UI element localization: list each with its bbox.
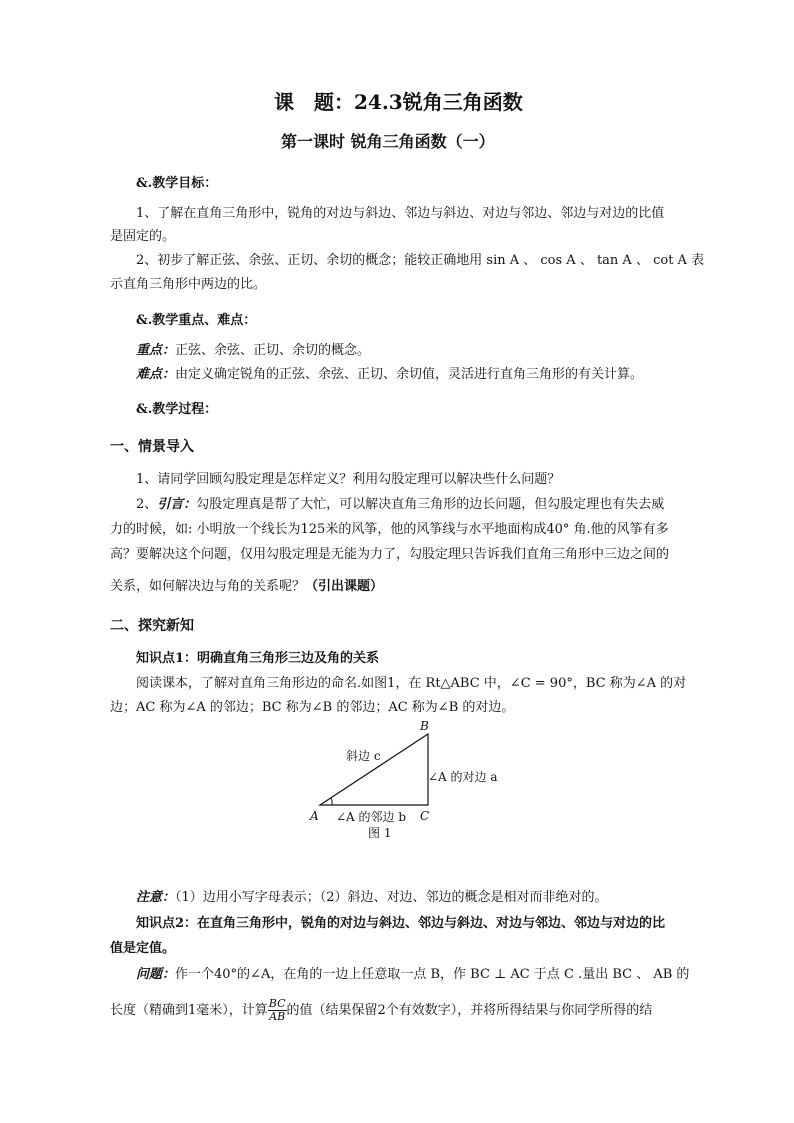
knowledge-point-1: 知识点1：明确直角三角形三边及角的关系: [136, 651, 380, 666]
focus-hard-text: 由定义确定锐角的正弦、余弦、正切、余切值，灵活进行直角三角形的有关计算。: [175, 367, 644, 382]
note-label: 注意：: [136, 890, 176, 905]
knowledge-point-2-line-a: 知识点2：在直角三角形中，锐角的对边与斜边、邻边与斜边、对边与邻边、邻边与对边的比: [136, 916, 666, 931]
vertex-c-label: C: [420, 809, 430, 823]
question-2-line-c: 高？要解决这个问题，仅用勾股定理是无能为力了，勾股定理只告诉我们直角三角形中三边之间的: [110, 547, 670, 562]
problem-text-b1: 长度（精确到1毫米），计算: [110, 1003, 268, 1018]
question-2-text-a: 勾股定理真是帮了大忙，可以解决直角三角形的边长问题，但勾股定理也有失去威: [196, 497, 665, 512]
goals-paragraph-1a: 1、了解在直角三角形中，锐角的对边与斜边、邻边与斜边、对边与邻边、邻边与对边的比值: [136, 206, 665, 221]
note-line: [136, 890, 608, 906]
focus-key-line: [136, 343, 370, 359]
goals-paragraph-2b: 示直角三角形中两边的比。: [110, 277, 267, 292]
focus-hard-line: [136, 367, 643, 383]
problem-text-b2: 的值（结果保留2个有效数字），并将所得结果与你同学所得的结: [286, 1003, 653, 1018]
goals-paragraph-1b: 是固定的。: [110, 229, 176, 244]
note-text: （1）边用小写字母表示；（2）斜边、对边、邻边的概念是相对而非绝对的。: [175, 890, 608, 905]
goals-paragraph-2a: 2、初步了解正弦、余弦、正切、余切的概念；能较正确地用 sin A 、 cos A 、 tan A 、 cot A 表: [136, 253, 705, 268]
question-1: 1、请同学回顾勾股定理是怎样定义？利用勾股定理可以解决些什么问题？: [136, 472, 561, 487]
focus-key-text: 正弦、余弦、正切、余切的概念。: [175, 343, 371, 358]
vertex-b-label: B: [420, 720, 429, 733]
adjacent-side-label: ∠A 的邻边 b: [336, 810, 407, 824]
angle-a-arc: [331, 798, 332, 805]
vertex-a-label: A: [310, 809, 319, 823]
goals-heading: &.教学目标：: [136, 176, 218, 191]
question-2-line-b: 力的时候，如: 小明放一个线长为125米的风筝，他的风筝线与水平地面构成40° 角.他的风筝有多: [110, 522, 669, 537]
knowledge-1-line-a: 阅读课本，了解对直角三角形边的命名.如图1，在 Rt△ABC 中，∠C = 90°，BC 称为∠A 的对: [136, 676, 687, 691]
page-title: 课 题：24.3锐角三角函数: [274, 90, 523, 114]
triangle-abc: [320, 734, 428, 805]
bc-over-ab-fraction: [268, 998, 287, 1023]
fraction-denominator: AB: [269, 1010, 286, 1023]
intro-label: 引言：: [157, 497, 197, 512]
figure-caption: 图 1: [368, 826, 392, 840]
fraction-numerator: BC: [268, 997, 286, 1010]
hypotenuse-label: 斜边 c: [346, 749, 381, 763]
problem-label: 问题：: [136, 967, 176, 982]
question-2-number: 2、: [136, 497, 158, 512]
question-2-line-a: [136, 497, 664, 513]
figure-1-triangle: [300, 720, 540, 850]
problem-line-b: [110, 998, 652, 1023]
opposite-side-label: ∠A 的对边 a: [428, 770, 498, 784]
page-subtitle: 第一课时 锐角三角函数（一）: [281, 132, 495, 151]
process-heading: &.教学过程：: [136, 402, 218, 417]
knowledge-point-2-line-b: 值是定值。: [110, 941, 176, 956]
problem-text-a: 作一个40°的∠A，在角的一边上任意取一点 B，作 BC ⊥ AC 于点 C .量出 BC 、 AB 的: [175, 967, 690, 982]
focus-hard-label: 难点：: [136, 367, 176, 382]
problem-line-a: [136, 967, 689, 983]
question-2-line-d: [110, 579, 383, 595]
knowledge-1-line-b: 边；AC 称为∠A 的邻边；BC 称为∠B 的邻边；AC 称为∠B 的对边。: [110, 700, 515, 715]
lead-to-topic-tag: （引出课题）: [305, 579, 384, 594]
focus-key-label: 重点：: [136, 343, 176, 358]
section-2-heading: 二、探究新知: [110, 618, 194, 634]
focus-heading: &.教学重点、难点：: [136, 313, 257, 328]
question-2-text-d: 关系，如何解决边与角的关系呢？: [110, 579, 306, 594]
section-1-heading: 一、情景导入: [110, 439, 194, 455]
